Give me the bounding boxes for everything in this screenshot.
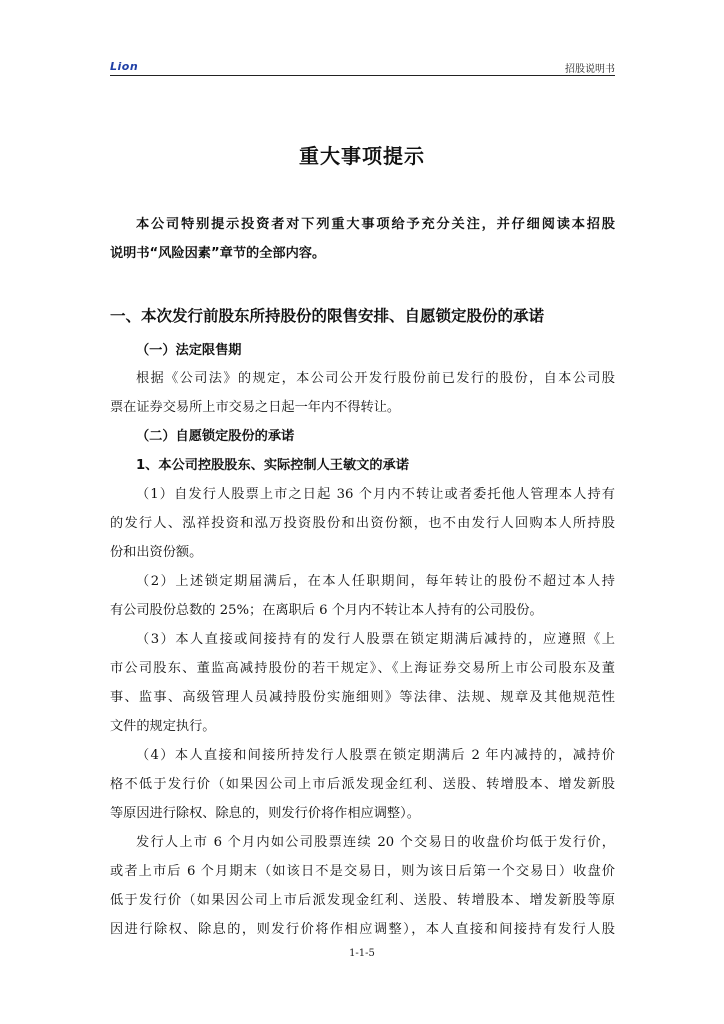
para1-line-1: （1）自发行人股票上市之日起 36 个月内不转让或者委托他人管理本人持有 bbox=[136, 487, 615, 502]
item-heading-1: 1、本公司控股股东、实际控制人王敏文的承诺 bbox=[136, 458, 409, 473]
page-number: 1-1-5 bbox=[349, 948, 375, 959]
para4-line-2: 格不低于发行价（如果因公司上市后派发现金红利、送股、转增股本、增发新股 bbox=[110, 777, 615, 792]
document-title: 重大事项提示 bbox=[299, 144, 425, 168]
intro-line-1: 本公司特别提示投资者对下列重大事项给予充分关注，并仔细阅读本招股 bbox=[136, 217, 615, 232]
para1-line-3: 份和出资份额。 bbox=[110, 545, 203, 560]
page-header bbox=[110, 58, 615, 76]
para5-line-4: 因进行除权、除息的，则发行价将作相应调整），本人直接和间接持有发行人股 bbox=[110, 922, 615, 937]
para3-line-1: （3）本人直接或间接持有的发行人股票在锁定期满后减持的，应遵照《上 bbox=[136, 632, 615, 647]
section-heading: 一、本次发行前股东所持股份的限售安排、自愿锁定股份的承诺 bbox=[110, 307, 545, 325]
para2-line-2: 有公司股份总数的 25%；在离职后 6 个月内不转让本人持有的公司股份。 bbox=[110, 603, 543, 618]
para3-line-4: 文件的规定执行。 bbox=[110, 719, 216, 734]
para3-line-2: 市公司股东、董监高减持股份的若干规定》、《上海证券交易所上市公司股东及董 bbox=[110, 661, 615, 676]
para4-line-3: 等原因进行除权、除息的，则发行价将作相应调整）。 bbox=[110, 806, 420, 821]
sub1-line-2: 票在证券交易所上市交易之日起一年内不得转让。 bbox=[110, 400, 401, 415]
para3-line-3: 事、监事、高级管理人员减持股份实施细则》等法律、法规、规章及其他规范性 bbox=[110, 690, 615, 705]
para2-line-1: （2）上述锁定期届满后，在本人任职期间，每年转让的股份不超过本人持 bbox=[136, 574, 615, 589]
subsection-heading-1: （一）法定限售期 bbox=[136, 343, 242, 358]
para5-line-3: 低于发行价（如果因公司上市后派发现金红利、送股、转增股本、增发新股等原 bbox=[110, 893, 615, 908]
para5-line-1: 发行人上市 6 个月内如公司股票连续 20 个交易日的收盘价均低于发行价， bbox=[136, 835, 615, 850]
para5-line-2: 或者上市后 6 个月期末（如该日不是交易日，则为该日后第一个交易日）收盘价 bbox=[110, 864, 615, 879]
para4-line-1: （4）本人直接和间接所持发行人股票在锁定期满后 2 年内减持的，减持价 bbox=[136, 748, 615, 763]
para1-line-2: 的发行人、泓祥投资和泓万投资股份和出资份额，也不由发行人回购本人所持股 bbox=[110, 516, 615, 531]
intro-line-2: 说明书“风险因素”章节的全部内容。 bbox=[110, 246, 326, 261]
subsection-heading-2: （二）自愿锁定股份的承诺 bbox=[136, 429, 295, 444]
sub1-line-1: 根据《公司法》的规定，本公司公开发行股份前已发行的股份，自本公司股 bbox=[136, 371, 615, 386]
lion-logo: Lion bbox=[110, 60, 139, 73]
header-title: 招股说明书 bbox=[565, 64, 615, 75]
